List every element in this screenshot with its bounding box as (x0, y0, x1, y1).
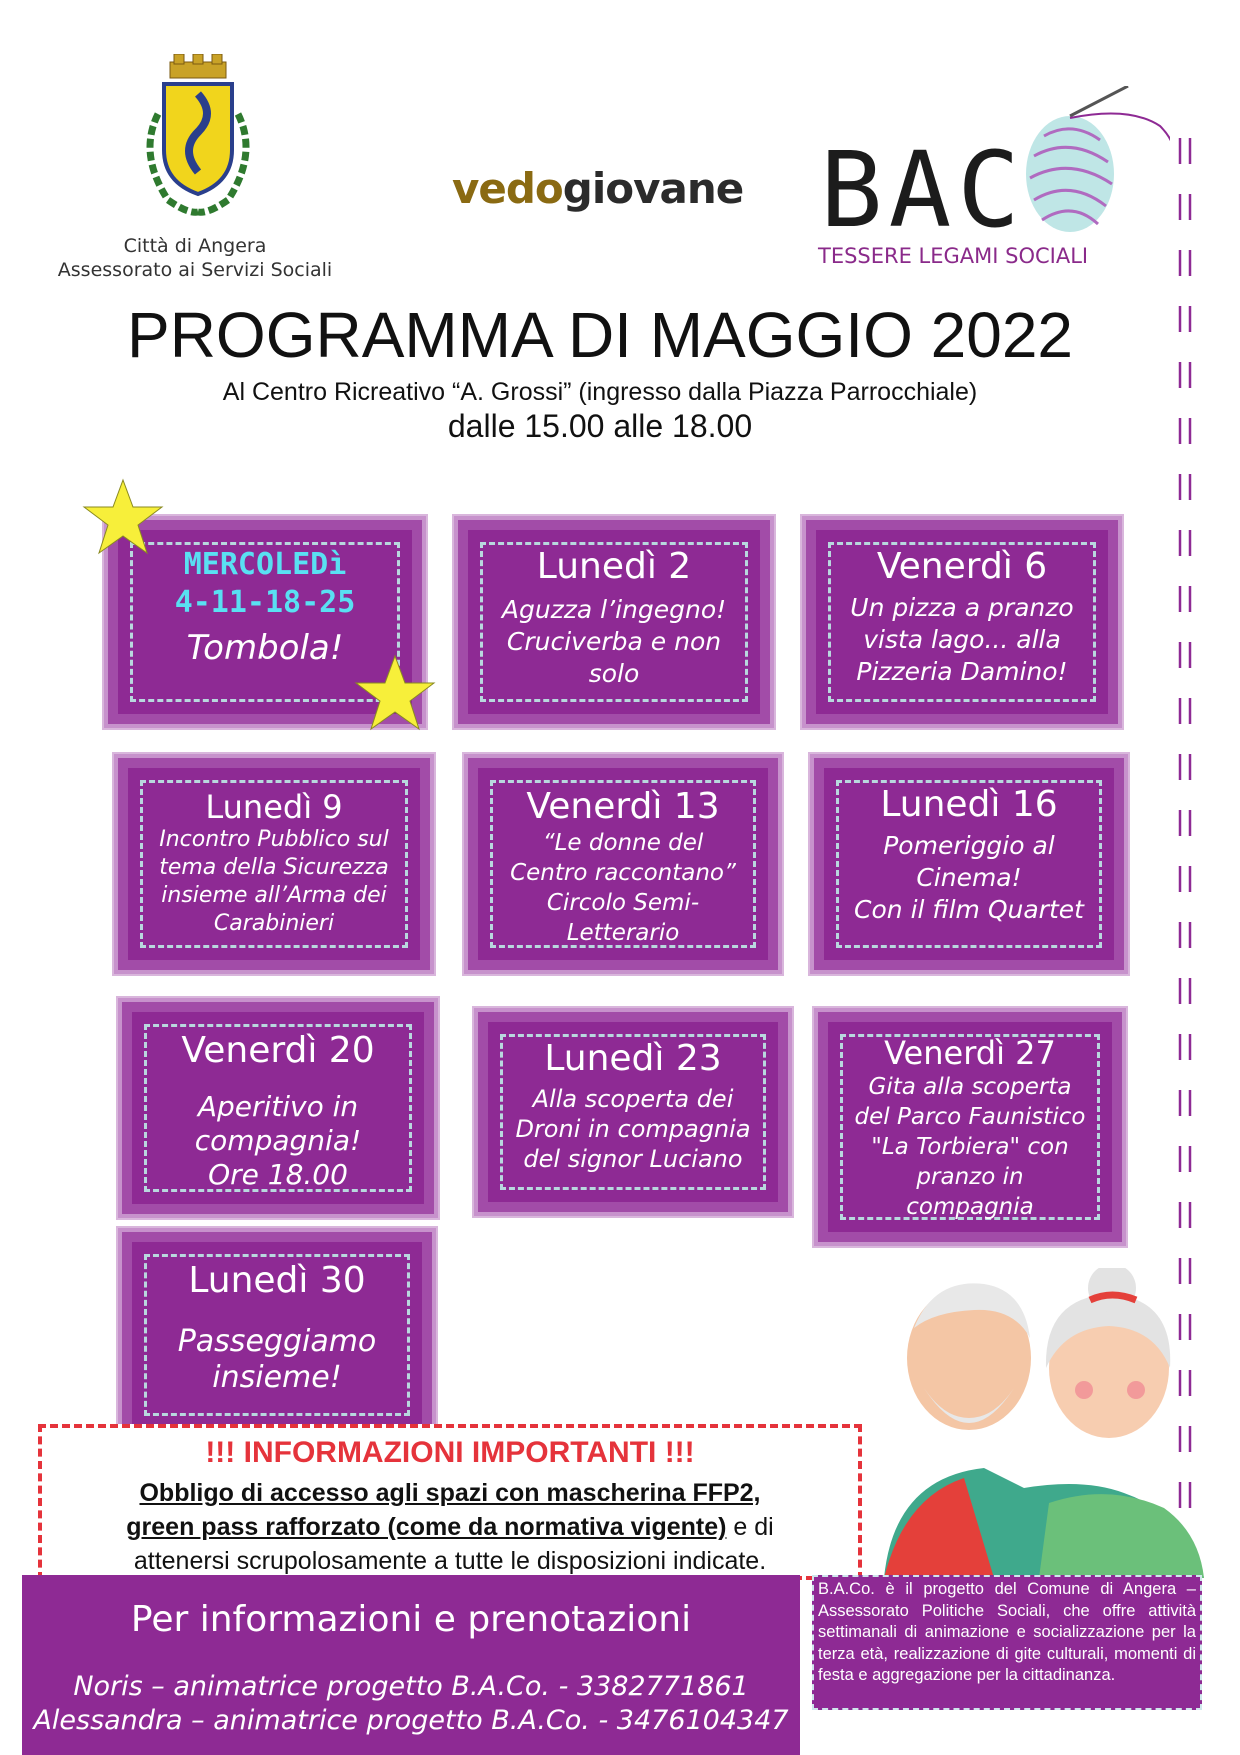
baco-tagline: TESSERE LEGAMI SOCIALI (818, 244, 1089, 268)
event-desc: Con il film Quartet (854, 895, 1084, 924)
event-desc: Aguzza l’ingegno! (501, 595, 727, 624)
contact-heading: Per informazioni e prenotazioni (130, 1599, 692, 1640)
event-card-lunedi-30 (122, 1232, 432, 1438)
event-day: Venerdì 20 (181, 1030, 375, 1071)
important-info-box (38, 1424, 862, 1580)
baco-logo: BAC (820, 129, 1026, 251)
info-line-1: Obbligo di accesso agli spazi con mascherina FFP2, (139, 1479, 761, 1507)
event-day: MERCOLEDì (183, 547, 347, 582)
event-desc: Carabinieri (213, 911, 335, 936)
event-desc: Incontro Pubblico sul (159, 827, 389, 852)
event-card-venerdi-6 (806, 520, 1118, 724)
event-desc: Cinema! (916, 863, 1022, 892)
info-line-2 (52, 1510, 848, 1544)
contact-noris: Noris – animatrice progetto B.A.Co. - 3382771861 (73, 1671, 749, 1702)
event-day: Lunedì 16 (880, 784, 1058, 825)
event-desc: Ore 18.00 (208, 1158, 348, 1191)
city-line-1: Città di Angera (123, 235, 267, 257)
giovane-text: giovane (562, 164, 744, 213)
event-card-venerdi-13 (468, 758, 778, 970)
city-line-2: Assessorato ai Servizi Sociali (57, 259, 333, 281)
event-day: Lunedì 9 (205, 788, 343, 826)
event-desc: Tombola! (186, 628, 344, 668)
event-desc: Aperitivo in (197, 1090, 359, 1123)
event-desc: Cruciverba e non (506, 627, 722, 656)
event-desc: Un pizza a pranzo (850, 593, 1074, 622)
contact-alessandra: Alessandra – animatrice progetto B.A.Co. - 3476104347 (33, 1705, 789, 1736)
page-title: PROGRAMMA DI MAGGIO 2022 (127, 299, 1073, 371)
event-desc: solo (588, 659, 640, 688)
city-name (40, 234, 350, 282)
event-day: Lunedì 23 (544, 1038, 722, 1079)
star-icon (354, 654, 436, 732)
event-card-venerdi-27 (818, 1012, 1122, 1242)
venue-subtitle: Al Centro Ricreativo “A. Grossi” (ingresso dalla Piazza Parrocchiale) (222, 378, 978, 406)
event-day: Lunedì 30 (188, 1260, 366, 1301)
city-crest-icon (128, 54, 268, 224)
info-body (52, 1476, 848, 1578)
event-card-lunedi-16 (814, 758, 1124, 970)
event-desc: tema della Sicurezza (159, 855, 389, 880)
event-desc: Circolo Semi- (546, 890, 700, 916)
event-desc: Pizzeria Damino! (856, 657, 1068, 686)
event-desc: Droni in compagnia (515, 1115, 751, 1143)
yarn-ball-icon (1020, 86, 1170, 256)
event-card-lunedi-2 (458, 520, 770, 724)
event-desc: insieme all’Arma dei (161, 883, 387, 908)
contact-box (22, 1575, 800, 1755)
info-title: !!! INFORMAZIONI IMPORTANTI !!! (205, 1436, 695, 1469)
event-card-lunedi-23 (478, 1012, 788, 1212)
event-card-lunedi-9 (118, 758, 430, 970)
event-desc: Gita alla scoperta (868, 1074, 1072, 1100)
event-day: Venerdì 13 (526, 786, 720, 827)
event-card-venerdi-20 (122, 1002, 434, 1214)
event-desc: compagnia! (194, 1124, 362, 1157)
star-icon (82, 478, 164, 556)
event-desc: “Le donne del (542, 830, 704, 856)
project-note: B.A.Co. è il progetto del Comune di Angera – Assessorato Politiche Sociali, che offre attività settimanali di animazione e socializzazione per la terza età, realizzazione di gite culturali, momenti di festa e aggregazione per la cittadinanza. (812, 1575, 1202, 1710)
event-desc: pranzo in (916, 1164, 1024, 1190)
vedogiovane-logo (452, 164, 743, 213)
event-desc: "La Torbiera" con (871, 1134, 1069, 1160)
info-line-2-rest: e di (726, 1513, 774, 1541)
event-day: Venerdì 27 (884, 1034, 1056, 1072)
info-line-2-underlined: green pass rafforzato (come da normativa vigente) (126, 1513, 727, 1541)
event-desc: Letterario (566, 920, 680, 946)
event-desc: del signor Luciano (523, 1145, 743, 1173)
event-day: Venerdì 6 (876, 546, 1048, 587)
event-desc: vista lago... alla (863, 625, 1061, 654)
event-desc: Centro raccontano” (510, 860, 736, 886)
info-line-3: attenersi scrupolosamente a tutte le disposizioni indicate. (133, 1547, 767, 1575)
hours: dalle 15.00 alle 18.00 (447, 408, 753, 444)
event-desc: Pomeriggio al (883, 831, 1055, 860)
elderly-couple-illustration (874, 1268, 1204, 1578)
event-desc: compagnia (906, 1194, 1034, 1220)
event-desc: Alla scoperta dei (532, 1085, 734, 1113)
event-desc: insieme! (212, 1360, 342, 1395)
event-day: Lunedì 2 (536, 546, 692, 587)
event-desc: Passeggiamo (177, 1324, 377, 1359)
event-desc: del Parco Faunistico (854, 1104, 1086, 1130)
event-dates: 4-11-18-25 (174, 585, 356, 620)
vedo-text: vedo (452, 164, 563, 213)
